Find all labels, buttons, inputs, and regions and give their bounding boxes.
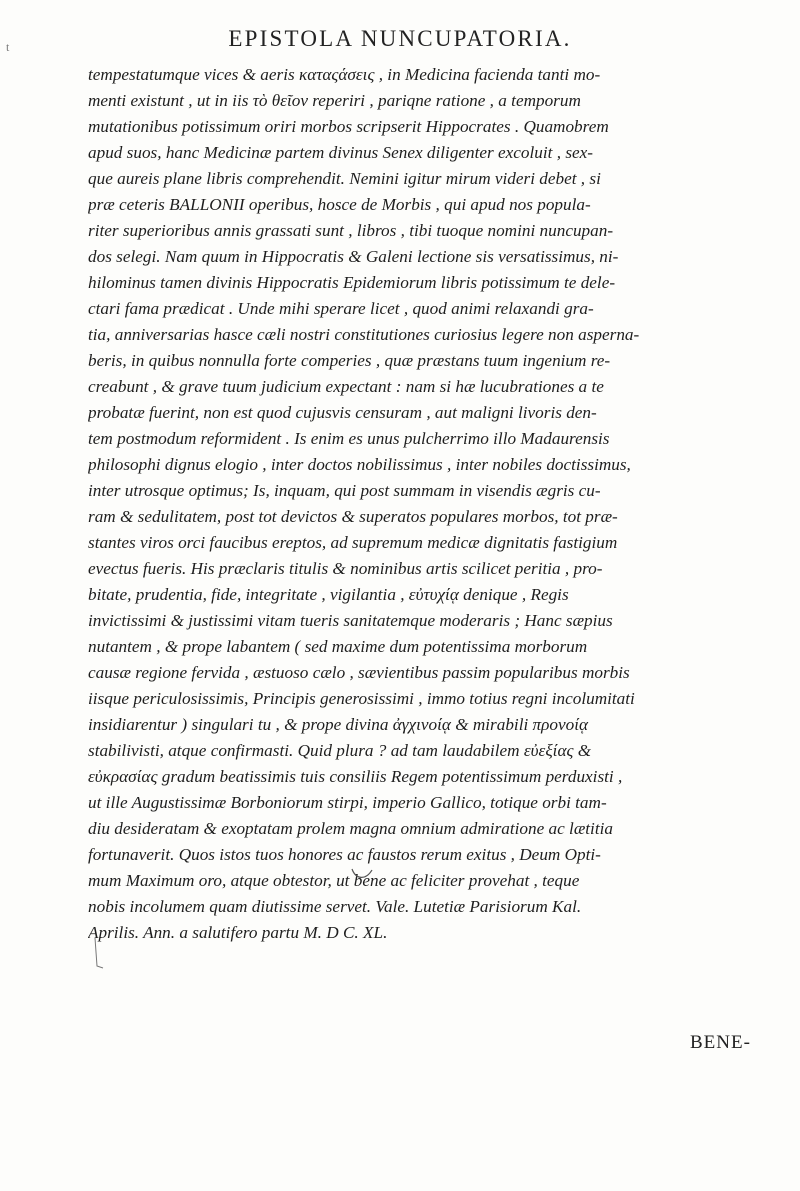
text-line: fortunaverit. Quos istos tuos honores ac faustos rerum exitus , Deum Opti- (88, 845, 601, 864)
text-line: stantes viros orci faucibus ereptos, ad supremum medicæ dignitatis fastigium (88, 533, 618, 552)
text-line: mum Maximum oro, atque obtestor, ut bene ac feliciter provehat , teque (88, 871, 580, 890)
text-line: insidiarentur ) singulari tu , & prope divina ἀγχινοίᾳ & mirabili προνοίᾳ (88, 715, 589, 734)
letter-body (88, 62, 764, 946)
text-line: creabunt , & grave tuum judicium expectant : nam si hæ lucubrationes a te (88, 377, 604, 396)
text-line: menti existunt , ut in iis τὸ θεῖον reperiri , pariqne ratione , a temporum (88, 91, 581, 110)
text-line: stabilivisti, atque confirmasti. Quid plura ? ad tam laudabilem εὐεξίας & (88, 741, 592, 760)
text-line: ram & sedulitatem, post tot devictos & superatos populares morbos, tot præ- (88, 507, 618, 526)
text-line: tem postmodum reformident . Is enim es unus pulcherrimo illo Madaurensis (88, 429, 610, 448)
margin-mark: t (6, 40, 10, 54)
text-line: beris, in quibus nonnulla forte comperies , quæ præstans tuum ingenium re- (88, 351, 611, 370)
text-line: evectus fueris. His præclaris titulis & nominibus artis scilicet peritia , pro- (88, 559, 603, 578)
text-line: dos selegi. Nam quum in Hippocratis & Galeni lectione sis versatissimus, ni- (88, 247, 619, 266)
text-line: iisque periculosissimis, Principis generosissimi , immo totius regni incolumitati (88, 689, 635, 708)
text-line: inter utrosque optimus; Is, inquam, qui post summam in visendis ægris cu- (88, 481, 601, 500)
text-line: nutantem , & prope labantem ( sed maxime dum potentissima morborum (88, 637, 588, 656)
text-line: probatæ fuerint, non est quod cujusvis censuram , aut maligni livoris den- (88, 403, 597, 422)
ink-smudge (350, 866, 374, 882)
text-line: bitate, prudentia, fide, integritate , vigilantia , εὐτυχίᾳ denique , Regis (88, 585, 569, 604)
text-line: præ ceteris BALLONII operibus, hosce de Morbis , qui apud nos popula- (88, 195, 591, 214)
text-line: ctari fama prædicat . Unde mihi sperare licet , quod animi relaxandi gra- (88, 299, 594, 318)
catchword: BENE- (690, 1032, 751, 1053)
text-line: que aureis plane libris comprehendit. Nemini igitur mirum videri debet , si (88, 169, 601, 188)
text-line: tia, anniversarias hasce cæli nostri constitutiones curiosius legere non asperna- (88, 325, 640, 344)
text-line: Aprilis. Ann. a salutifero partu M. D C. XL. (88, 923, 388, 942)
text-line: εὐκρασίας gradum beatissimis tuis consiliis Regem potentissimum perduxisti , (88, 767, 623, 786)
text-line: ut ille Augustissimæ Borboniorum stirpi, imperio Gallico, totique orbi tam- (88, 793, 607, 812)
text-line: riter superioribus annis grassati sunt , libros , tibi tuoque nomini nuncupan- (88, 221, 614, 240)
text-line: apud suos, hanc Medicinæ partem divinus Senex diligenter excoluit , sex- (88, 143, 594, 162)
text-line: hilominus tamen divinis Hippocratis Epidemiorum libris potissimum te dele- (88, 273, 616, 292)
running-head: EPISTOLA NUNCUPATORIA. (228, 26, 572, 51)
text-line: nobis incolumem quam diutissime servet. Vale. Lutetiæ Parisiorum Kal. (88, 897, 582, 916)
text-line: mutationibus potissimum oriri morbos scripserit Hippocrates . Quamobrem (88, 117, 609, 136)
text-line: philosophi dignus elogio , inter doctos nobilissimus , inter nobiles doctissimus, (88, 455, 631, 474)
stray-pen-mark (92, 936, 106, 970)
text-line: causæ regione fervida , æstuoso cælo , sævientibus passim popularibus morbis (88, 663, 630, 682)
text-line: diu desideratam & exoptatam prolem magna omnium admiratione ac lætitia (88, 819, 613, 838)
text-line: tempestatumque vices & aeris καταςάσεις , in Medicina facienda tanti mo- (88, 65, 601, 84)
text-line: invictissimi & justissimi vitam tueris sanitatemque moderaris ; Hanc sæpius (88, 611, 613, 630)
